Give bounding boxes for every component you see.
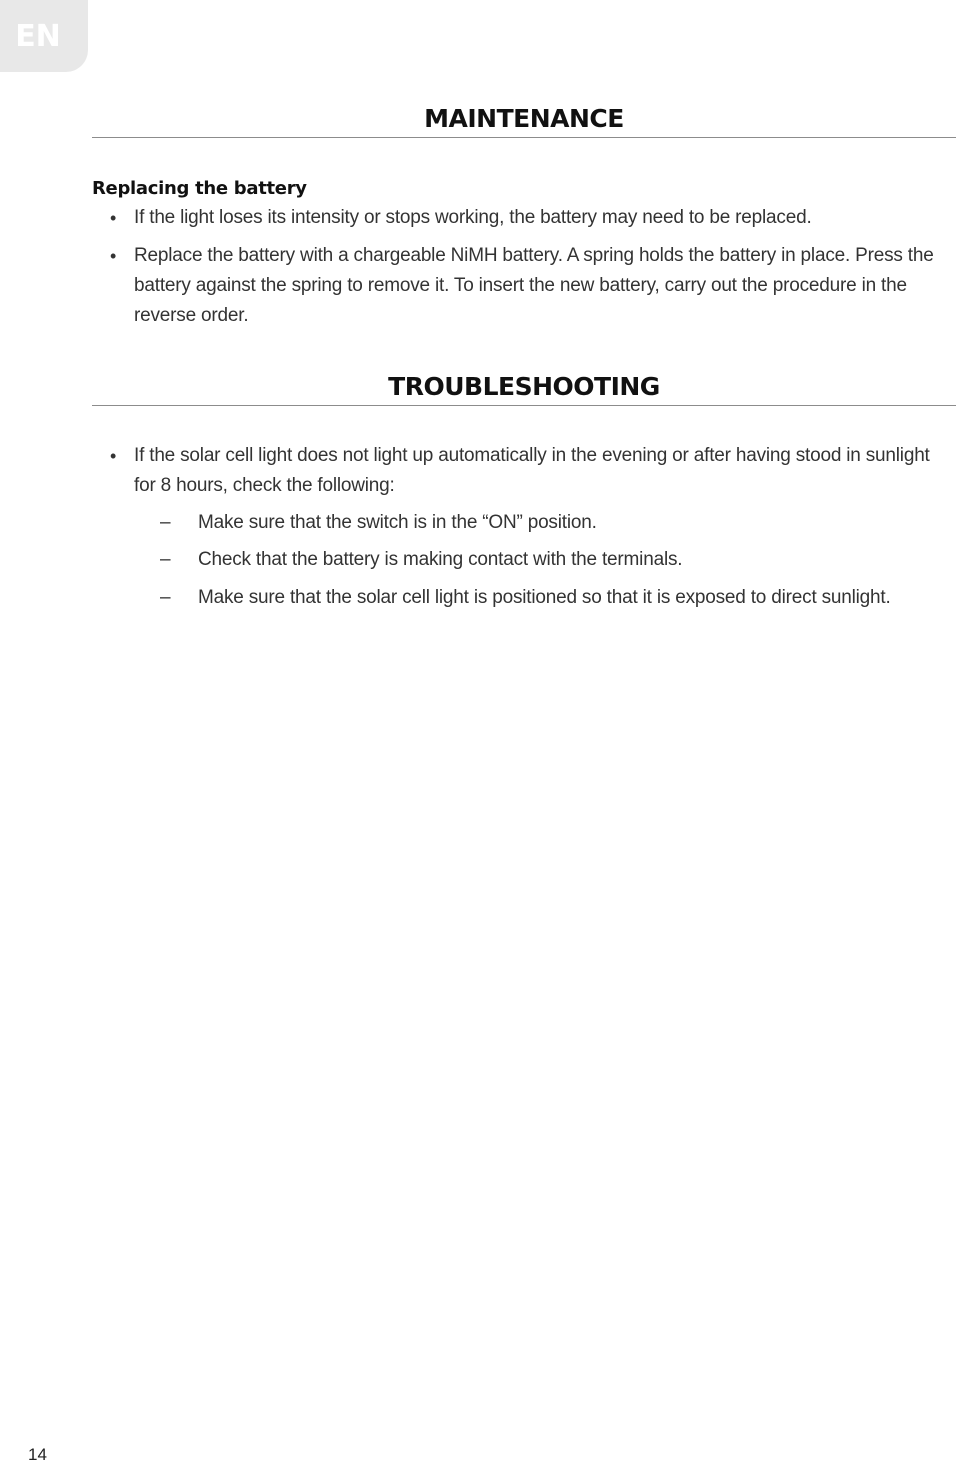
maintenance-bullet-1-text: If the light loses its intensity or stops working, the battery may need to be replaced. [134, 207, 812, 228]
maintenance-heading [92, 104, 956, 133]
dash-icon: – [160, 587, 171, 608]
check-item-2 [160, 545, 956, 575]
dash-icon: – [160, 512, 171, 533]
language-tab [0, 0, 88, 72]
troubleshooting-heading-text: TROUBLESHOOTING [388, 372, 660, 401]
bullet-icon: • [110, 246, 117, 266]
page-number: 14 [28, 1445, 47, 1464]
replacing-battery-subheading: Replacing the battery [92, 178, 307, 199]
check-item-1-text: Make sure that the switch is in the “ON” position. [198, 512, 597, 533]
bullet-icon: • [110, 446, 117, 466]
check-item-3-text: Make sure that the solar cell light is positioned so that it is exposed to direct sunlight. [198, 587, 891, 608]
check-item-2-text: Check that the battery is making contact with the terminals. [198, 549, 683, 570]
bullet-icon: • [110, 208, 117, 228]
check-item-1 [160, 508, 956, 538]
maintenance-heading-text: MAINTENANCE [424, 104, 624, 133]
maintenance-bullet-2 [110, 241, 956, 331]
troubleshooting-heading [92, 372, 956, 401]
troubleshooting-bullet [110, 441, 956, 501]
check-item-3 [160, 583, 956, 613]
troubleshooting-bullet-text: If the solar cell light does not light up automatically in the evening or after having stood in sunlight for 8 hours, check the following: [134, 445, 930, 496]
dash-icon: – [160, 549, 171, 570]
maintenance-divider [92, 137, 956, 138]
maintenance-bullet-1 [110, 203, 956, 233]
maintenance-bullet-2-text: Replace the battery with a chargeable NiMH battery. A spring holds the battery in place. Press the battery against the spring to remove it. To insert the new battery, carry out the procedure in the reverse order. [134, 245, 934, 326]
troubleshooting-divider [92, 405, 956, 406]
language-tab-label: EN [15, 18, 61, 54]
